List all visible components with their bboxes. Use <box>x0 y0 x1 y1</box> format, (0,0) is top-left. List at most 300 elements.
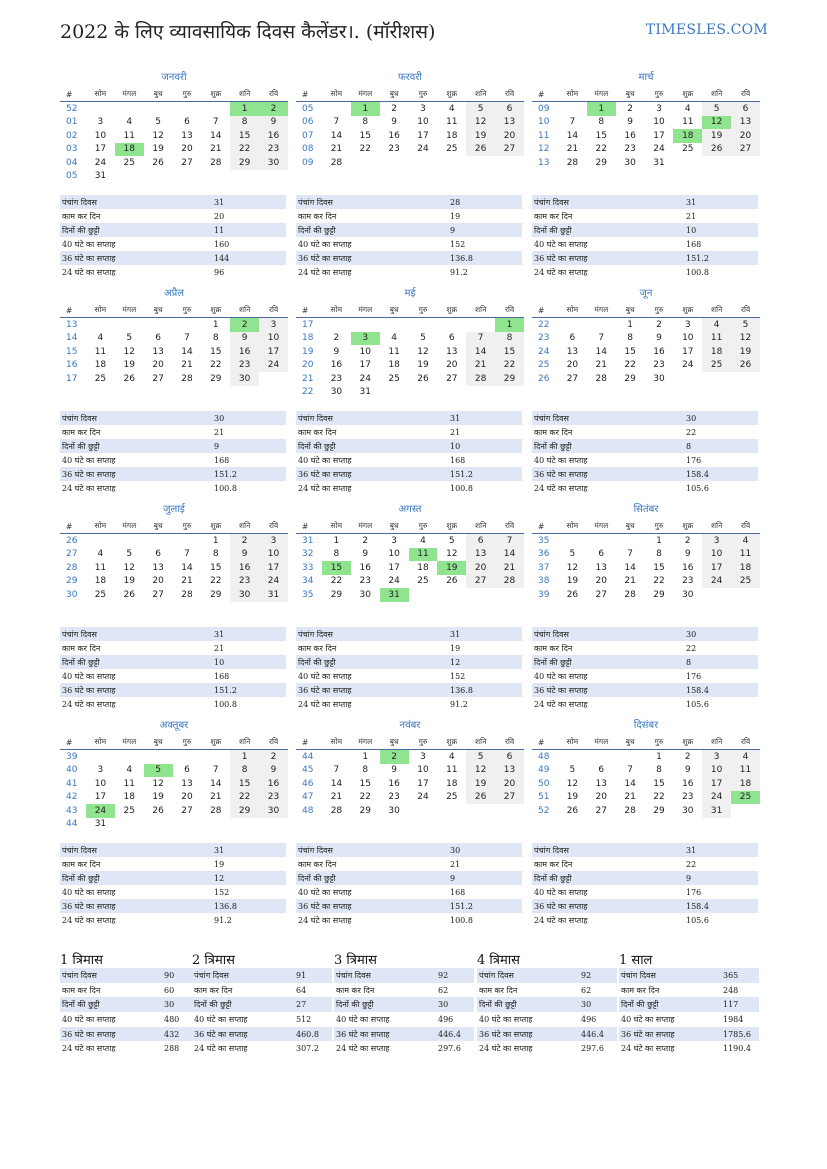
day-cell[interactable]: 10 <box>94 778 107 789</box>
day-cell[interactable]: 8 <box>333 549 340 560</box>
day-cell[interactable]: 12 <box>466 116 495 130</box>
day-cell[interactable]: 18 <box>446 778 458 789</box>
day-cell[interactable]: 17 <box>417 778 429 789</box>
day-cell[interactable]: 24 <box>259 575 288 589</box>
day-cell[interactable]: 5 <box>448 535 455 546</box>
day-cell[interactable]: 11 <box>94 346 107 357</box>
day-cell[interactable]: 7 <box>212 117 219 128</box>
day-cell[interactable]: 30 <box>259 156 288 170</box>
day-cell[interactable]: 15 <box>210 562 222 573</box>
day-cell[interactable]: 18 <box>388 360 400 371</box>
day-cell[interactable]: 6 <box>184 765 190 776</box>
day-cell[interactable]: 4 <box>731 750 760 764</box>
day-cell[interactable]: 9 <box>684 765 691 776</box>
day-cell[interactable]: 7 <box>495 534 524 548</box>
day-cell[interactable]: 15 <box>359 130 371 141</box>
day-cell[interactable]: 4 <box>684 103 691 114</box>
day-cell[interactable]: 14 <box>624 562 636 573</box>
day-cell[interactable]: 24 <box>702 575 731 589</box>
day-cell[interactable]: 4 <box>731 534 760 548</box>
day-cell[interactable]: 16 <box>330 360 343 371</box>
day-cell[interactable]: 1 <box>627 319 633 330</box>
day-cell[interactable]: 12 <box>417 346 429 357</box>
day-cell[interactable]: 13 <box>466 548 495 562</box>
day-cell[interactable]: 30 <box>682 589 694 600</box>
day-cell[interactable]: 28 <box>595 373 607 384</box>
day-cell[interactable]: 24 <box>359 373 371 384</box>
day-cell[interactable]: 26 <box>417 373 429 384</box>
day-cell[interactable]: 30 <box>230 588 259 602</box>
day-cell[interactable]: 6 <box>495 102 524 116</box>
day-cell[interactable]: 27 <box>495 791 524 805</box>
day-cell[interactable]: 21 <box>466 359 495 373</box>
day-cell[interactable]: 7 <box>627 549 633 560</box>
day-cell[interactable]: 21 <box>181 360 193 371</box>
day-cell[interactable]: 19 <box>731 345 760 359</box>
day-cell[interactable]: 8 <box>495 332 524 346</box>
day-cell[interactable]: 22 <box>595 144 607 155</box>
day-cell[interactable]: 3 <box>420 751 426 762</box>
day-cell[interactable]: 31 <box>259 588 288 602</box>
day-cell[interactable]: 25 <box>446 792 458 803</box>
day-cell[interactable]: 25 <box>123 157 135 168</box>
day-cell[interactable]: 27 <box>495 143 524 157</box>
day-cell[interactable]: 22 <box>653 576 665 587</box>
day-cell[interactable]: 15 <box>230 129 259 143</box>
day-cell[interactable]: 21 <box>624 792 636 803</box>
day-cell[interactable]: 4 <box>420 535 426 546</box>
day-cell[interactable]: 5 <box>420 333 426 344</box>
day-cell[interactable]: 26 <box>466 143 495 157</box>
day-cell[interactable]: 20 <box>466 561 495 575</box>
day-cell[interactable]: 28 <box>181 373 193 384</box>
day-cell[interactable]: 23 <box>682 576 694 587</box>
day-cell[interactable]: 6 <box>466 534 495 548</box>
day-cell[interactable]: 14 <box>624 778 636 789</box>
day-cell[interactable]: 10 <box>94 130 107 141</box>
day-cell[interactable]: 13 <box>495 116 524 130</box>
day-cell[interactable]: 9 <box>362 549 369 560</box>
day-cell[interactable]: 14 <box>595 346 607 357</box>
day-cell[interactable]: 26 <box>466 791 495 805</box>
holiday-day[interactable]: 1 <box>495 318 524 332</box>
day-cell[interactable]: 16 <box>624 130 636 141</box>
day-cell[interactable]: 11 <box>682 117 694 128</box>
day-cell[interactable]: 1 <box>333 535 340 546</box>
day-cell[interactable]: 12 <box>446 549 458 560</box>
day-cell[interactable]: 1 <box>230 750 259 764</box>
day-cell[interactable]: 6 <box>598 765 605 776</box>
day-cell[interactable]: 18 <box>702 345 731 359</box>
day-cell[interactable]: 13 <box>152 562 164 573</box>
day-cell[interactable]: 10 <box>359 346 371 357</box>
day-cell[interactable]: 31 <box>702 804 731 818</box>
day-cell[interactable]: 14 <box>330 130 343 141</box>
day-cell[interactable]: 25 <box>446 144 458 155</box>
holiday-day[interactable]: 1 <box>230 102 259 116</box>
day-cell[interactable]: 12 <box>152 130 164 141</box>
day-cell[interactable]: 14 <box>210 130 222 141</box>
day-cell[interactable]: 23 <box>624 144 636 155</box>
day-cell[interactable]: 23 <box>330 373 343 384</box>
day-cell[interactable]: 20 <box>731 129 760 143</box>
day-cell[interactable]: 20 <box>446 360 458 371</box>
day-cell[interactable]: 9 <box>333 346 340 357</box>
day-cell[interactable]: 26 <box>566 805 579 816</box>
day-cell[interactable]: 19 <box>702 129 731 143</box>
holiday-day[interactable]: 12 <box>702 116 731 130</box>
day-cell[interactable]: 11 <box>446 117 458 128</box>
day-cell[interactable]: 16 <box>388 778 400 789</box>
day-cell[interactable]: 29 <box>210 373 222 384</box>
day-cell[interactable]: 30 <box>624 157 636 168</box>
day-cell[interactable]: 18 <box>123 792 135 803</box>
day-cell[interactable]: 16 <box>653 346 665 357</box>
day-cell[interactable]: 4 <box>126 117 133 128</box>
day-cell[interactable]: 26 <box>152 157 164 168</box>
day-cell[interactable]: 7 <box>598 333 605 344</box>
day-cell[interactable]: 26 <box>123 589 135 600</box>
day-cell[interactable]: 18 <box>94 576 107 587</box>
day-cell[interactable]: 7 <box>333 117 340 128</box>
day-cell[interactable]: 20 <box>181 144 193 155</box>
day-cell[interactable]: 1 <box>212 535 219 546</box>
holiday-day[interactable]: 18 <box>115 143 144 157</box>
day-cell[interactable]: 19 <box>566 792 579 803</box>
day-cell[interactable]: 17 <box>388 562 400 573</box>
day-cell[interactable]: 17 <box>682 346 694 357</box>
day-cell[interactable]: 2 <box>333 333 340 344</box>
day-cell[interactable]: 5 <box>466 750 495 764</box>
day-cell[interactable]: 28 <box>210 157 222 168</box>
day-cell[interactable]: 9 <box>230 548 259 562</box>
day-cell[interactable]: 16 <box>359 562 371 573</box>
day-cell[interactable]: 19 <box>566 576 579 587</box>
holiday-day[interactable]: 1 <box>351 102 380 116</box>
day-cell[interactable]: 17 <box>417 130 429 141</box>
day-cell[interactable]: 29 <box>595 157 607 168</box>
day-cell[interactable]: 29 <box>330 589 343 600</box>
holiday-day[interactable]: 2 <box>380 750 409 764</box>
holiday-day[interactable]: 11 <box>409 548 438 562</box>
day-cell[interactable]: 23 <box>388 144 400 155</box>
day-cell[interactable]: 8 <box>212 549 219 560</box>
day-cell[interactable]: 5 <box>126 333 133 344</box>
day-cell[interactable]: 28 <box>624 589 636 600</box>
day-cell[interactable]: 21 <box>210 792 222 803</box>
day-cell[interactable]: 21 <box>210 144 222 155</box>
day-cell[interactable]: 3 <box>420 103 426 114</box>
day-cell[interactable]: 23 <box>230 575 259 589</box>
day-cell[interactable]: 13 <box>495 764 524 778</box>
day-cell[interactable]: 2 <box>391 103 397 114</box>
holiday-day[interactable]: 25 <box>731 791 760 805</box>
day-cell[interactable]: 29 <box>495 372 524 386</box>
day-cell[interactable]: 20 <box>595 576 607 587</box>
holiday-day[interactable]: 18 <box>673 129 702 143</box>
day-cell[interactable]: 6 <box>155 549 161 560</box>
day-cell[interactable]: 3 <box>97 765 104 776</box>
day-cell[interactable]: 4 <box>391 333 397 344</box>
day-cell[interactable]: 18 <box>417 562 429 573</box>
day-cell[interactable]: 6 <box>184 117 190 128</box>
day-cell[interactable]: 4 <box>448 103 455 114</box>
day-cell[interactable]: 22 <box>359 792 371 803</box>
day-cell[interactable]: 29 <box>653 805 665 816</box>
day-cell[interactable]: 1 <box>656 535 662 546</box>
day-cell[interactable]: 1 <box>212 319 219 330</box>
day-cell[interactable]: 17 <box>359 360 371 371</box>
day-cell[interactable]: 5 <box>569 765 576 776</box>
day-cell[interactable]: 30 <box>388 805 400 816</box>
day-cell[interactable]: 3 <box>684 319 691 330</box>
day-cell[interactable]: 3 <box>97 117 104 128</box>
day-cell[interactable]: 16 <box>388 130 400 141</box>
day-cell[interactable]: 3 <box>702 750 731 764</box>
day-cell[interactable]: 7 <box>333 765 340 776</box>
day-cell[interactable]: 14 <box>330 778 343 789</box>
day-cell[interactable]: 30 <box>330 387 343 398</box>
day-cell[interactable]: 16 <box>682 562 694 573</box>
day-cell[interactable]: 10 <box>417 765 429 776</box>
day-cell[interactable]: 19 <box>152 144 164 155</box>
day-cell[interactable]: 20 <box>495 129 524 143</box>
day-cell[interactable]: 22 <box>653 792 665 803</box>
day-cell[interactable]: 20 <box>595 792 607 803</box>
day-cell[interactable]: 17 <box>653 130 665 141</box>
day-cell[interactable]: 28 <box>330 805 343 816</box>
day-cell[interactable]: 31 <box>94 819 107 830</box>
day-cell[interactable]: 11 <box>731 548 760 562</box>
day-cell[interactable]: 10 <box>417 117 429 128</box>
day-cell[interactable]: 19 <box>466 777 495 791</box>
day-cell[interactable]: 5 <box>569 549 576 560</box>
holiday-day[interactable]: 31 <box>380 588 409 602</box>
site-brand-link[interactable]: TIMESLES.COM <box>645 22 768 38</box>
day-cell[interactable]: 9 <box>230 332 259 346</box>
day-cell[interactable]: 14 <box>495 548 524 562</box>
day-cell[interactable]: 27 <box>181 157 193 168</box>
day-cell[interactable]: 8 <box>656 549 662 560</box>
day-cell[interactable]: 11 <box>388 346 400 357</box>
day-cell[interactable]: 29 <box>359 805 371 816</box>
day-cell[interactable]: 4 <box>97 333 104 344</box>
day-cell[interactable]: 27 <box>152 373 164 384</box>
day-cell[interactable]: 23 <box>653 360 665 371</box>
day-cell[interactable]: 21 <box>566 144 579 155</box>
day-cell[interactable]: 7 <box>569 117 576 128</box>
holiday-day[interactable]: 19 <box>437 561 466 575</box>
day-cell[interactable]: 8 <box>230 116 259 130</box>
day-cell[interactable]: 17 <box>94 144 107 155</box>
day-cell[interactable]: 8 <box>598 117 605 128</box>
day-cell[interactable]: 8 <box>362 117 369 128</box>
day-cell[interactable]: 28 <box>566 157 579 168</box>
day-cell[interactable]: 25 <box>94 373 107 384</box>
day-cell[interactable]: 30 <box>259 804 288 818</box>
day-cell[interactable]: 28 <box>495 575 524 589</box>
day-cell[interactable]: 15 <box>495 345 524 359</box>
day-cell[interactable]: 18 <box>731 561 760 575</box>
day-cell[interactable]: 25 <box>417 576 429 587</box>
day-cell[interactable]: 28 <box>330 157 343 168</box>
day-cell[interactable]: 21 <box>495 561 524 575</box>
day-cell[interactable]: 15 <box>210 346 222 357</box>
day-cell[interactable]: 21 <box>595 360 607 371</box>
day-cell[interactable]: 26 <box>566 589 579 600</box>
day-cell[interactable]: 2 <box>230 534 259 548</box>
day-cell[interactable]: 18 <box>94 360 107 371</box>
day-cell[interactable]: 29 <box>624 373 636 384</box>
day-cell[interactable]: 29 <box>653 589 665 600</box>
day-cell[interactable]: 28 <box>466 372 495 386</box>
day-cell[interactable]: 6 <box>731 102 760 116</box>
day-cell[interactable]: 27 <box>181 805 193 816</box>
day-cell[interactable]: 28 <box>624 805 636 816</box>
day-cell[interactable]: 24 <box>653 144 665 155</box>
day-cell[interactable]: 16 <box>259 777 288 791</box>
day-cell[interactable]: 9 <box>391 765 397 776</box>
day-cell[interactable]: 3 <box>259 534 288 548</box>
day-cell[interactable]: 29 <box>210 589 222 600</box>
day-cell[interactable]: 12 <box>123 346 135 357</box>
day-cell[interactable]: 20 <box>152 576 164 587</box>
day-cell[interactable]: 7 <box>184 333 190 344</box>
day-cell[interactable]: 20 <box>181 792 193 803</box>
day-cell[interactable]: 5 <box>702 102 731 116</box>
day-cell[interactable]: 25 <box>731 575 760 589</box>
day-cell[interactable]: 24 <box>417 792 429 803</box>
day-cell[interactable]: 8 <box>362 765 369 776</box>
day-cell[interactable]: 14 <box>566 130 579 141</box>
day-cell[interactable]: 22 <box>359 144 371 155</box>
day-cell[interactable]: 6 <box>448 333 455 344</box>
day-cell[interactable]: 3 <box>656 103 662 114</box>
day-cell[interactable]: 12 <box>566 778 579 789</box>
day-cell[interactable]: 9 <box>627 117 633 128</box>
holiday-day[interactable]: 15 <box>322 561 351 575</box>
holiday-day[interactable]: 2 <box>230 318 259 332</box>
day-cell[interactable]: 5 <box>155 117 161 128</box>
day-cell[interactable]: 24 <box>388 576 400 587</box>
day-cell[interactable]: 9 <box>391 117 397 128</box>
day-cell[interactable]: 19 <box>123 576 135 587</box>
day-cell[interactable]: 22 <box>230 143 259 157</box>
day-cell[interactable]: 13 <box>566 346 579 357</box>
day-cell[interactable]: 23 <box>359 576 371 587</box>
day-cell[interactable]: 2 <box>656 319 662 330</box>
day-cell[interactable]: 8 <box>230 764 259 778</box>
day-cell[interactable]: 4 <box>702 318 731 332</box>
day-cell[interactable]: 28 <box>181 589 193 600</box>
day-cell[interactable]: 8 <box>656 765 662 776</box>
day-cell[interactable]: 26 <box>446 576 458 587</box>
day-cell[interactable]: 9 <box>259 764 288 778</box>
day-cell[interactable]: 26 <box>123 373 135 384</box>
day-cell[interactable]: 2 <box>627 103 633 114</box>
day-cell[interactable]: 25 <box>123 805 135 816</box>
day-cell[interactable]: 4 <box>126 765 133 776</box>
day-cell[interactable]: 24 <box>702 791 731 805</box>
day-cell[interactable]: 30 <box>653 373 665 384</box>
day-cell[interactable]: 17 <box>259 561 288 575</box>
day-cell[interactable]: 23 <box>682 792 694 803</box>
day-cell[interactable]: 26 <box>731 359 760 373</box>
day-cell[interactable]: 22 <box>210 576 222 587</box>
day-cell[interactable]: 22 <box>230 791 259 805</box>
day-cell[interactable]: 10 <box>259 548 288 562</box>
day-cell[interactable]: 15 <box>230 777 259 791</box>
day-cell[interactable]: 15 <box>653 562 665 573</box>
day-cell[interactable]: 2 <box>259 750 288 764</box>
day-cell[interactable]: 9 <box>656 333 662 344</box>
day-cell[interactable]: 11 <box>123 778 135 789</box>
day-cell[interactable]: 20 <box>566 360 579 371</box>
day-cell[interactable]: 25 <box>388 373 400 384</box>
day-cell[interactable]: 16 <box>682 778 694 789</box>
day-cell[interactable]: 18 <box>446 130 458 141</box>
holiday-day[interactable]: 3 <box>351 332 380 346</box>
holiday-day[interactable]: 24 <box>86 804 115 818</box>
day-cell[interactable]: 27 <box>595 589 607 600</box>
day-cell[interactable]: 10 <box>388 549 400 560</box>
day-cell[interactable]: 14 <box>181 346 193 357</box>
day-cell[interactable]: 21 <box>330 792 343 803</box>
day-cell[interactable]: 27 <box>595 805 607 816</box>
day-cell[interactable]: 31 <box>94 171 107 182</box>
day-cell[interactable]: 2 <box>684 535 691 546</box>
day-cell[interactable]: 12 <box>731 332 760 346</box>
day-cell[interactable]: 14 <box>210 778 222 789</box>
day-cell[interactable]: 15 <box>653 778 665 789</box>
day-cell[interactable]: 11 <box>702 332 731 346</box>
day-cell[interactable]: 21 <box>181 576 193 587</box>
day-cell[interactable]: 3 <box>702 534 731 548</box>
day-cell[interactable]: 17 <box>702 777 731 791</box>
day-cell[interactable]: 29 <box>230 156 259 170</box>
day-cell[interactable]: 17 <box>702 561 731 575</box>
day-cell[interactable]: 23 <box>259 791 288 805</box>
day-cell[interactable]: 23 <box>230 359 259 373</box>
day-cell[interactable]: 24 <box>94 157 107 168</box>
day-cell[interactable]: 27 <box>466 575 495 589</box>
day-cell[interactable]: 17 <box>94 792 107 803</box>
day-cell[interactable]: 27 <box>152 589 164 600</box>
day-cell[interactable]: 25 <box>682 144 694 155</box>
day-cell[interactable]: 14 <box>466 345 495 359</box>
day-cell[interactable]: 7 <box>212 765 219 776</box>
day-cell[interactable]: 30 <box>359 589 371 600</box>
day-cell[interactable]: 3 <box>391 535 397 546</box>
day-cell[interactable]: 22 <box>624 360 636 371</box>
day-cell[interactable]: 21 <box>624 576 636 587</box>
day-cell[interactable]: 3 <box>259 318 288 332</box>
day-cell[interactable]: 10 <box>682 333 694 344</box>
day-cell[interactable]: 12 <box>566 562 579 573</box>
day-cell[interactable]: 25 <box>702 359 731 373</box>
day-cell[interactable]: 31 <box>359 387 371 398</box>
day-cell[interactable]: 8 <box>212 333 219 344</box>
day-cell[interactable]: 12 <box>466 764 495 778</box>
day-cell[interactable]: 8 <box>627 333 633 344</box>
day-cell[interactable]: 9 <box>684 549 691 560</box>
day-cell[interactable]: 22 <box>330 576 343 587</box>
holiday-day[interactable]: 1 <box>587 102 616 116</box>
day-cell[interactable]: 20 <box>495 777 524 791</box>
day-cell[interactable]: 1 <box>362 751 369 762</box>
day-cell[interactable]: 19 <box>417 360 429 371</box>
day-cell[interactable]: 13 <box>595 778 607 789</box>
